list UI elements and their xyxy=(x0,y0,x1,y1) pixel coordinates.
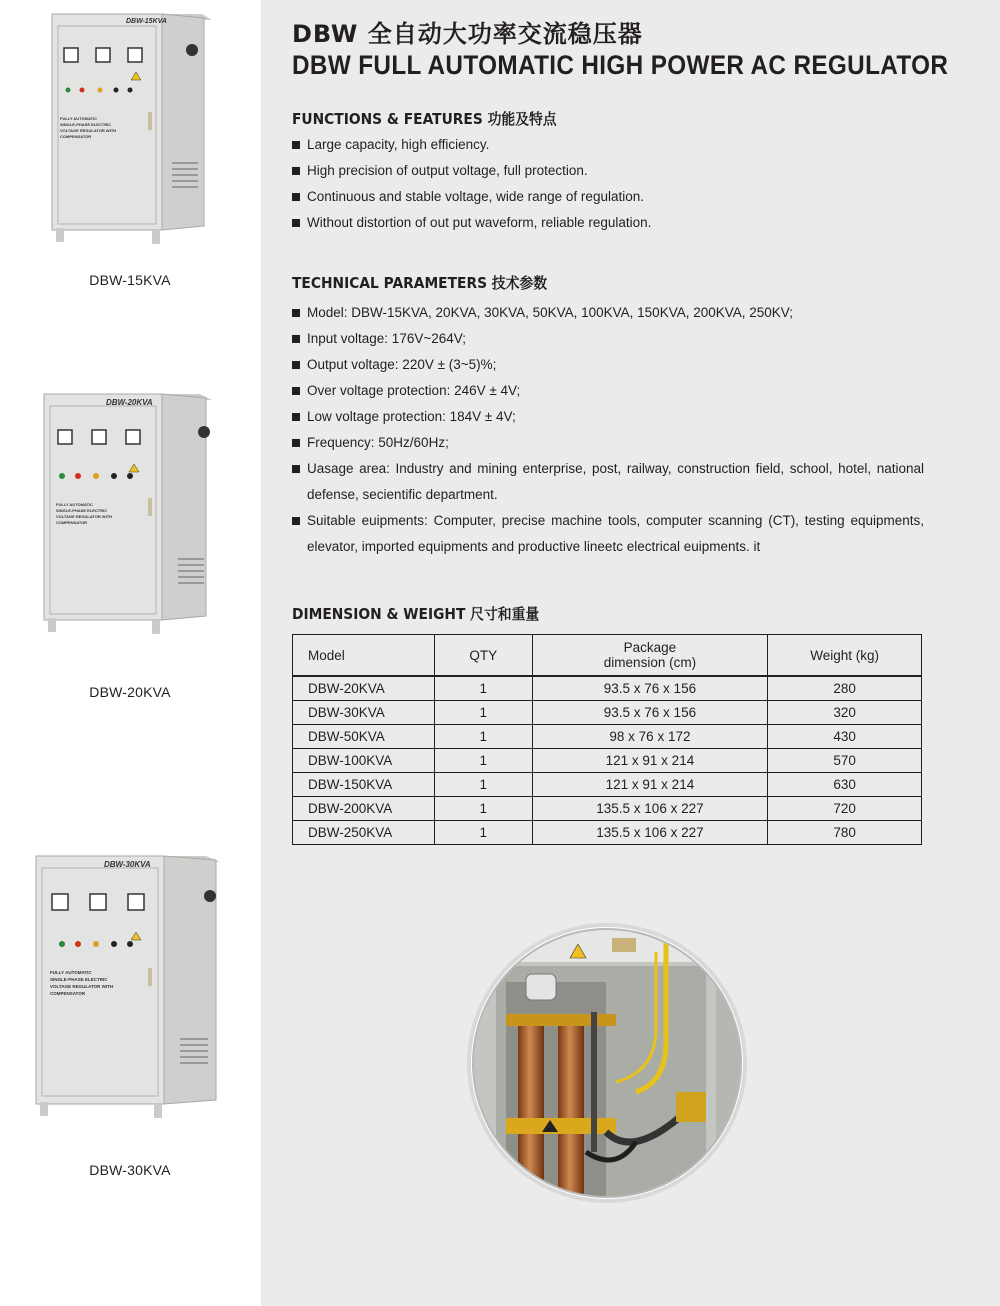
cell-qty: 1 xyxy=(434,797,532,821)
table-row xyxy=(293,797,922,821)
svg-text:COMPENSATOR: COMPENSATOR xyxy=(60,134,92,139)
list-item: Over voltage protection: 246V ± 4V; xyxy=(292,378,924,404)
cabinet-badge: DBW-20KVA xyxy=(106,398,153,407)
cell-model: DBW-30KVA xyxy=(293,701,435,725)
header-qty: QTY xyxy=(434,635,532,677)
svg-text:FULLY AUTOMATIC: FULLY AUTOMATIC xyxy=(50,970,92,975)
technical-heading: TECHNICAL PARAMETERS 技术参数 xyxy=(292,274,548,292)
list-item: High precision of output voltage, full protection. xyxy=(292,158,924,184)
cell-qty: 1 xyxy=(434,749,532,773)
table-row xyxy=(293,676,922,701)
table-header-row xyxy=(293,635,922,677)
technical-list xyxy=(292,300,924,560)
list-item: Output voltage: 220V ± (3~5)%; xyxy=(292,352,924,378)
cabinet-caption: DBW-30KVA xyxy=(89,1162,171,1178)
table-row xyxy=(293,773,922,797)
table-row xyxy=(293,821,922,845)
cell-qty: 1 xyxy=(434,676,532,701)
list-item: Low voltage protection: 184V ± 4V; xyxy=(292,404,924,430)
list-item: Model: DBW-15KVA, 20KVA, 30KVA, 50KVA, 100KVA, 150KVA, 200KVA, 250KV; xyxy=(292,300,924,326)
header-package-line2: dimension (cm) xyxy=(603,655,697,670)
cell-dimension: 98 x 76 x 172 xyxy=(532,725,768,749)
features-heading: FUNCTIONS & FEATURES 功能及特点 xyxy=(292,110,557,128)
svg-text:FULLY AUTOMATIC: FULLY AUTOMATIC xyxy=(56,502,94,507)
list-item: Suitable euipments: Computer, precise machine tools, computer scanning (CT), testing equipments, elevator, imported equipments and productive lineetc electrical euipments. it xyxy=(292,508,924,560)
cell-qty: 1 xyxy=(434,821,532,845)
header-weight: Weight (kg) xyxy=(768,635,922,677)
header-model: Model xyxy=(293,635,435,677)
table-row xyxy=(293,749,922,773)
cabinet-caption: DBW-20KVA xyxy=(89,684,171,700)
cell-qty: 1 xyxy=(434,725,532,749)
cabinet-image-30kva xyxy=(30,846,226,1122)
svg-text:COMPENSATOR: COMPENSATOR xyxy=(50,991,86,996)
header-package-line1: Package xyxy=(623,640,677,655)
svg-text:SINGLE-PHASE ELECTRIC: SINGLE-PHASE ELECTRIC xyxy=(50,977,108,982)
table-row xyxy=(293,725,922,749)
list-item: Without distortion of out put waveform, reliable regulation. xyxy=(292,210,924,236)
cell-model: DBW-100KVA xyxy=(293,749,435,773)
svg-text:VOLTAGE REGULATOR WITH: VOLTAGE REGULATOR WITH xyxy=(56,514,113,519)
svg-text:COMPENSATOR: COMPENSATOR xyxy=(56,520,88,525)
cabinet-image-20kva xyxy=(38,384,218,638)
svg-text:VOLTAGE REGULATOR WITH: VOLTAGE REGULATOR WITH xyxy=(50,984,114,989)
dimension-table xyxy=(292,634,922,845)
cell-model: DBW-200KVA xyxy=(293,797,435,821)
dimension-heading: DIMENSION & WEIGHT 尺寸和重量 xyxy=(292,605,540,623)
cabinet-caption: DBW-15KVA xyxy=(89,272,171,288)
cell-dimension: 93.5 x 76 x 156 xyxy=(532,676,768,701)
list-item: Input voltage: 176V~264V; xyxy=(292,326,924,352)
list-item: Frequency: 50Hz/60Hz; xyxy=(292,430,924,456)
cell-dimension: 121 x 91 x 214 xyxy=(532,749,768,773)
cell-weight: 630 xyxy=(768,773,922,797)
cell-model: DBW-150KVA xyxy=(293,773,435,797)
page-title-chinese: DBW 全自动大功率交流稳压器 xyxy=(292,20,643,48)
cell-model: DBW-50KVA xyxy=(293,725,435,749)
cabinet-badge: DBW-30KVA xyxy=(104,860,151,869)
cell-weight: 570 xyxy=(768,749,922,773)
svg-text:SINGLE-PHASE ELECTRIC: SINGLE-PHASE ELECTRIC xyxy=(60,122,112,127)
cell-dimension: 121 x 91 x 214 xyxy=(532,773,768,797)
cell-dimension: 135.5 x 106 x 227 xyxy=(532,821,768,845)
cell-weight: 780 xyxy=(768,821,922,845)
cell-model: DBW-250KVA xyxy=(293,821,435,845)
interior-detail-photo xyxy=(466,922,748,1204)
table-row xyxy=(293,701,922,725)
cabinet-image-15kva xyxy=(44,4,216,248)
cell-weight: 720 xyxy=(768,797,922,821)
cell-weight: 280 xyxy=(768,676,922,701)
cell-dimension: 135.5 x 106 x 227 xyxy=(532,797,768,821)
cell-weight: 320 xyxy=(768,701,922,725)
cell-qty: 1 xyxy=(434,773,532,797)
features-list xyxy=(292,132,924,236)
cell-dimension: 93.5 x 76 x 156 xyxy=(532,701,768,725)
svg-text:VOLTAGE REGULATOR WITH: VOLTAGE REGULATOR WITH xyxy=(60,128,117,133)
list-item: Uasage area: Industry and mining enterprise, post, railway, construction field, school, hotel, national defense, secientific department. xyxy=(292,456,924,508)
cell-weight: 430 xyxy=(768,725,922,749)
cell-qty: 1 xyxy=(434,701,532,725)
cell-model: DBW-20KVA xyxy=(293,676,435,701)
page-title-english: DBW FULL AUTOMATIC HIGH POWER AC REGULATOR xyxy=(292,50,949,80)
list-item: Continuous and stable voltage, wide range of regulation. xyxy=(292,184,924,210)
list-item: Large capacity, high efficiency. xyxy=(292,132,924,158)
header-package xyxy=(532,635,768,677)
svg-text:SINGLE-PHASE ELECTRIC: SINGLE-PHASE ELECTRIC xyxy=(56,508,108,513)
svg-text:FULLY AUTOMATIC: FULLY AUTOMATIC xyxy=(60,116,98,121)
cabinet-badge: DBW-15KVA xyxy=(126,18,167,25)
